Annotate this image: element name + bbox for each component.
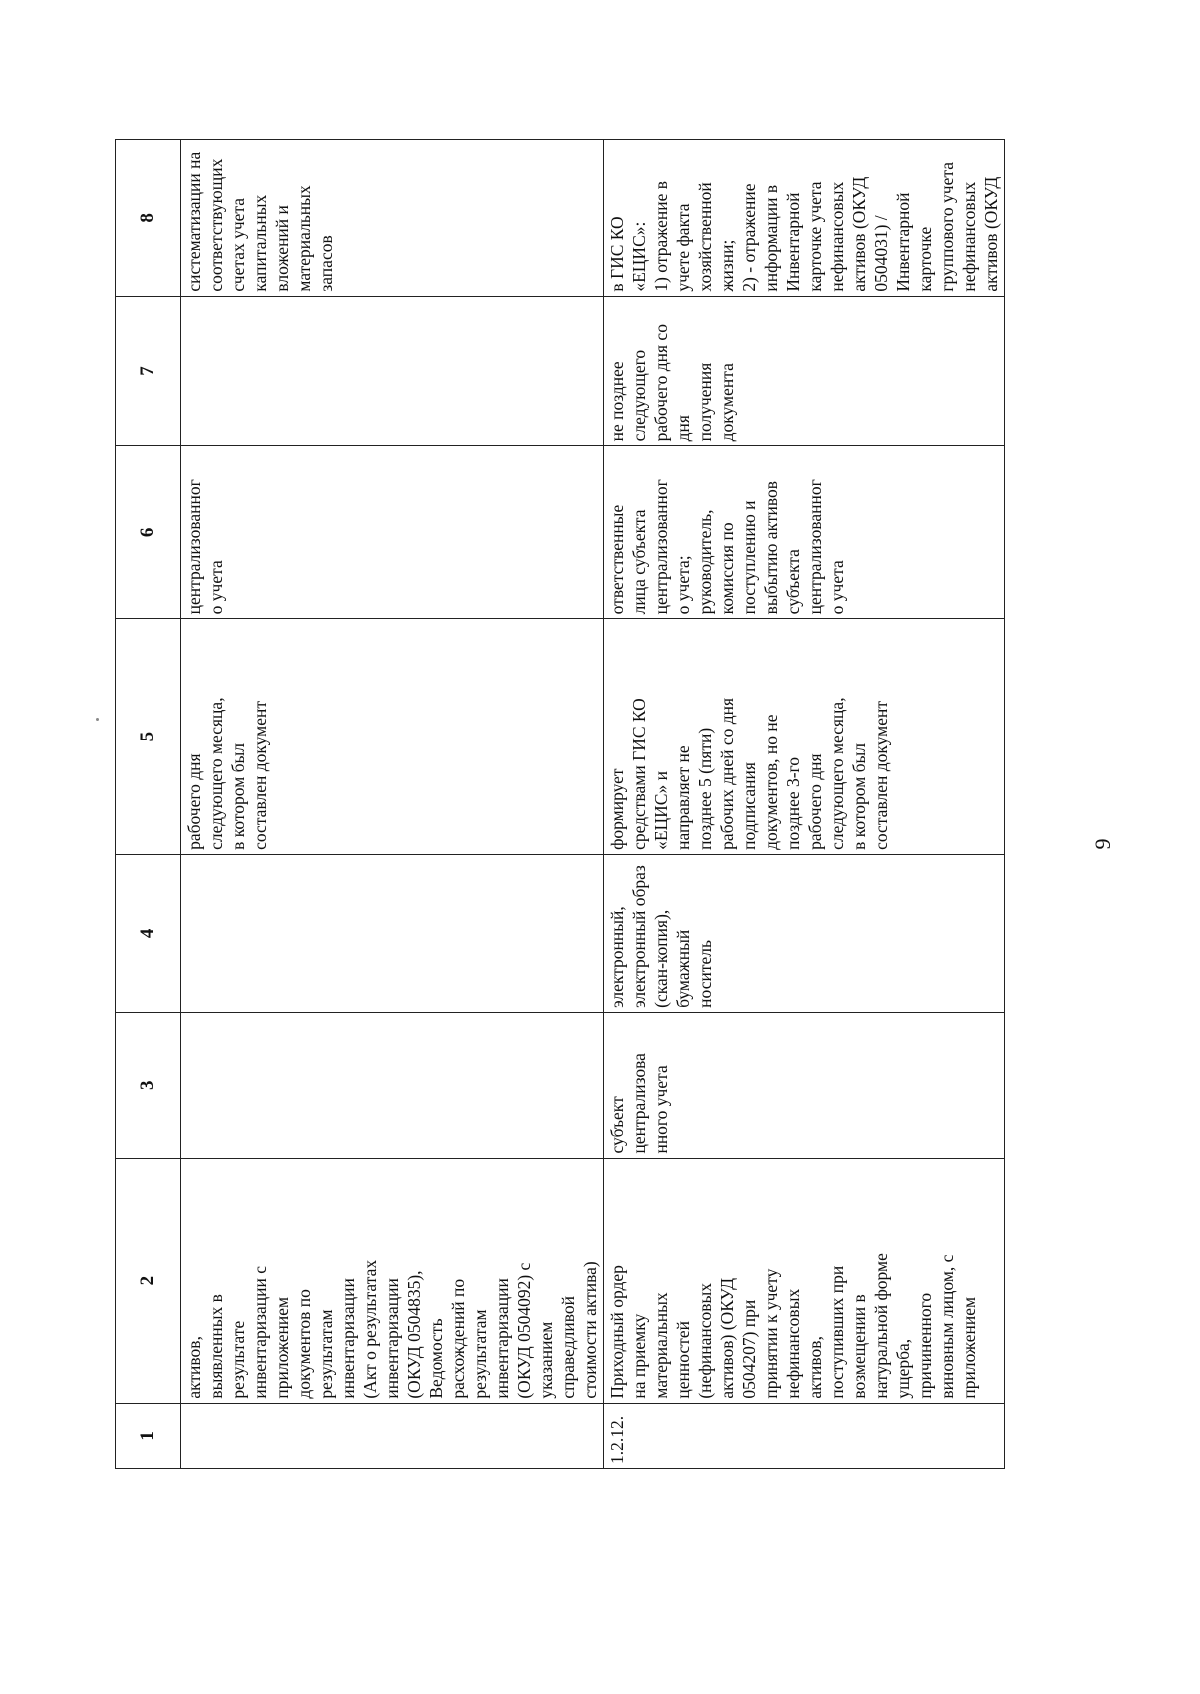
table-cell bbox=[181, 1012, 604, 1158]
column-header: 3 bbox=[116, 1012, 181, 1158]
table-cell bbox=[181, 854, 604, 1012]
column-header: 6 bbox=[116, 446, 181, 619]
column-header: 2 bbox=[116, 1158, 181, 1403]
table-cell: электронный, электронный образ (скан-копия), бумажный носитель bbox=[604, 854, 1005, 1012]
table-cell: субъект централизова нного учета bbox=[604, 1012, 1005, 1158]
table-cell bbox=[181, 296, 604, 446]
table-cell: Приходный ордер на приемку материальных ценностей (нефинансовых активов) (ОКУД 0504207) при принятии к учету нефинансовых активов, поступивших при возмещении в натуральной форме ущерба, причиненного виновным лицом, с приложением bbox=[604, 1158, 1005, 1403]
column-header: 5 bbox=[116, 619, 181, 855]
table-row bbox=[604, 140, 1005, 1469]
column-header: 8 bbox=[116, 140, 181, 297]
table-cell: активов, выявленных в результате инвентаризации с приложением документов по результатам инвентаризации (Акт о результатах инвентаризации (ОКУД 0504835), Ведомость расхождений по результатам инвентаризации (ОКУД 0504092) с указанием справедливой стоимости актива) bbox=[181, 1158, 604, 1403]
table-cell: в ГИС КО «ЕЦИС»: 1) отражение в учете факта хозяйственной жизни; 2) - отражение информации в Инвентарной карточке учета нефинансовых активов (ОКУД 0504031) / Инвентарной карточке группового учета нефинансовых активов (ОКУД bbox=[604, 140, 1005, 297]
table-cell: 1.2.12. bbox=[604, 1403, 1005, 1468]
column-header: 4 bbox=[116, 854, 181, 1012]
table-cell: формирует средствами ГИС КО «ЕЦИС» и направляет не позднее 5 (пяти) рабочих дней со дня подписания документов, но не позднее 3-го рабочего дня следующего месяца, в котором был составлен документ bbox=[604, 619, 1005, 855]
document-table bbox=[115, 139, 1005, 1469]
table-cell: систематизации на соответствующих счетах учета капитальных вложений и материальных запасов bbox=[181, 140, 604, 297]
scan-artifact bbox=[96, 718, 99, 721]
table-cell bbox=[181, 1403, 604, 1468]
table-cell: централизованног о учета bbox=[181, 446, 604, 619]
table-cell: рабочего дня следующего месяца, в котором был составлен документ bbox=[181, 619, 604, 855]
column-header: 1 bbox=[116, 1403, 181, 1468]
column-header: 7 bbox=[116, 296, 181, 446]
header-row bbox=[116, 140, 181, 1469]
page-number: 9 bbox=[1090, 838, 1115, 850]
table-cell: не позднее следующего рабочего дня со дня получения документа bbox=[604, 296, 1005, 446]
table-cell: ответственные лица субъекта централизованног о учета; руководитель, комиссия по поступлению и выбытию активов субъекта централизованног о учета bbox=[604, 446, 1005, 619]
table-row bbox=[181, 140, 604, 1469]
